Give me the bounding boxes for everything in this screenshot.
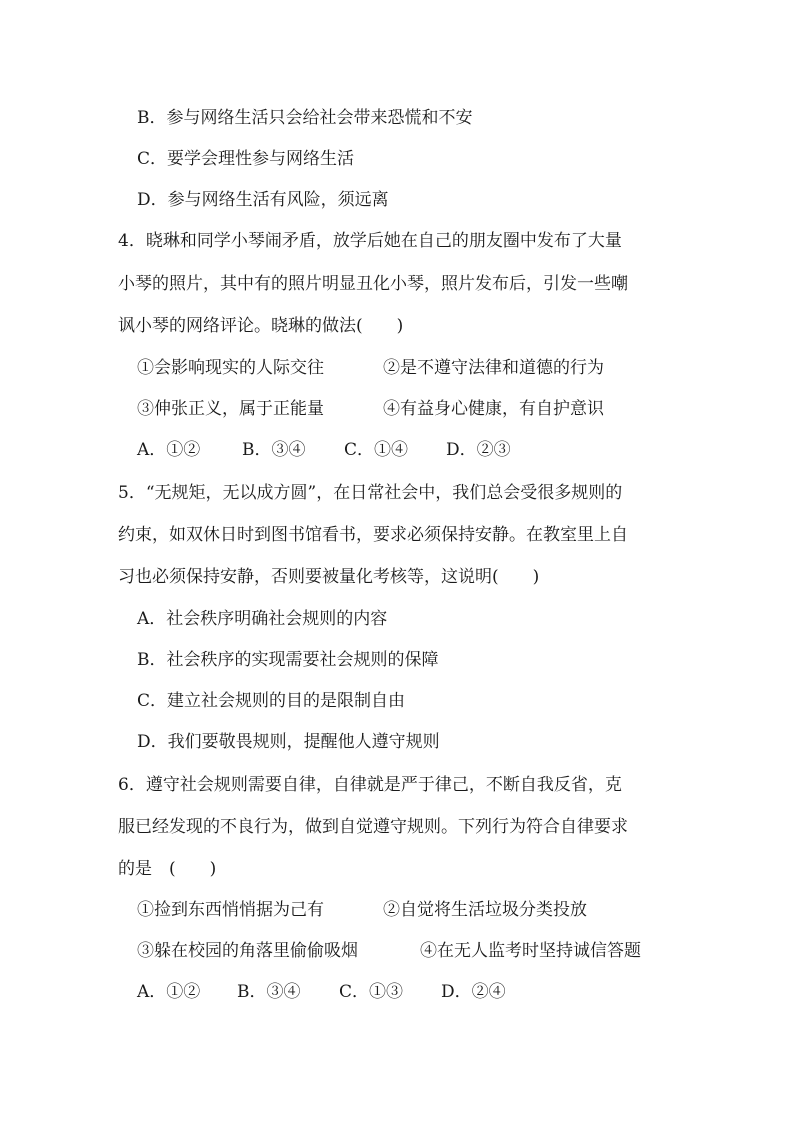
- q6-choices: [137, 980, 506, 1004]
- q4-statement-1: ①会影响现实的人际交往: [137, 358, 324, 378]
- q6-statement-2: ②自觉将生活垃圾分类投放: [383, 900, 587, 920]
- q5-option-b: B．社会秩序的实现需要社会规则的保障: [137, 650, 439, 670]
- q4-choice-c: C．①④: [344, 440, 409, 460]
- q6-stem-line-3: 的是 ( ): [118, 859, 217, 879]
- q4-statement-3: ③伸张正义，属于正能量: [137, 399, 324, 419]
- q4-stem-line-1: 4．晓琳和同学小琴闹矛盾，放学后她在自己的朋友圈中发布了大量: [118, 231, 622, 251]
- q6-choice-d: D．②④: [441, 982, 506, 1002]
- q4-statement-row-1: [137, 356, 604, 380]
- q4-stem-line-3: 讽小琴的网络评论。晓琳的做法( ): [118, 316, 404, 336]
- q5-option-c: C．建立社会规则的目的是限制自由: [137, 691, 406, 711]
- q6-choice-b: B．③④: [237, 982, 301, 1002]
- q4-statement-row-2: [137, 397, 604, 421]
- q5-stem-line-1: 5．“无规矩，无以成方圆”，在日常社会中，我们总会受很多规则的: [118, 483, 623, 503]
- q3-option-b: B．参与网络生活只会给社会带来恐慌和不安: [137, 108, 473, 128]
- q6-statement-row-2: [137, 939, 641, 963]
- q6-statement-3: ③躲在校园的角落里偷偷吸烟: [137, 941, 358, 961]
- q4-choice-b: B．③④: [242, 440, 306, 460]
- q4-statement-2: ②是不遵守法律和道德的行为: [383, 358, 604, 378]
- q6-statement-row-1: [137, 898, 587, 922]
- q5-option-a: A．社会秩序明确社会规则的内容: [137, 609, 388, 629]
- q4-statement-4: ④有益身心健康，有自护意识: [383, 399, 604, 419]
- q3-option-c: C．要学会理性参与网络生活: [137, 149, 355, 169]
- q6-choice-c: C．①③: [339, 982, 404, 1002]
- q5-stem-line-2: 约束，如双休日时到图书馆看书，要求必须保持安静。在教室里上自: [118, 525, 628, 545]
- q6-choice-a: A．①②: [137, 982, 201, 1002]
- q6-statement-4: ④在无人监考时坚持诚信答题: [420, 941, 641, 961]
- q4-choice-d: D．②③: [446, 440, 511, 460]
- q6-stem-line-1: 6．遵守社会规则需要自律，自律就是严于律己，不断自我反省，克: [118, 775, 622, 795]
- q4-choices: [137, 438, 511, 462]
- q3-option-d: D．参与网络生活有风险，须远离: [137, 190, 389, 210]
- q5-option-d: D．我们要敬畏规则，提醒他人遵守规则: [137, 732, 440, 752]
- q6-stem-line-2: 服已经发现的不良行为，做到自觉遵守规则。下列行为符合自律要求: [118, 817, 628, 837]
- q4-stem-line-2: 小琴的照片，其中有的照片明显丑化小琴，照片发布后，引发一些嘲: [118, 274, 628, 294]
- q4-choice-a: A．①②: [137, 440, 201, 460]
- q6-statement-1: ①捡到东西悄悄据为己有: [137, 900, 324, 920]
- q5-stem-line-3: 习也必须保持安静，否则要被量化考核等，这说明( ): [118, 567, 540, 587]
